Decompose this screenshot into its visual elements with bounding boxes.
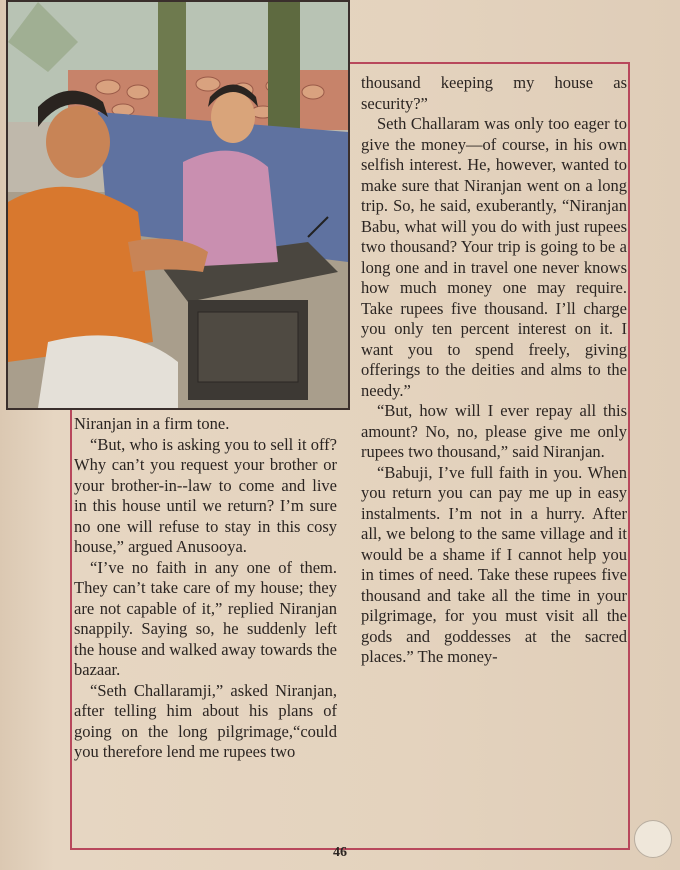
- paragraph: Seth Challaram was only too eager to give the money—of course, in his own selfish interest. He, however, wanted to make sure that Niranjan went on a long trip. So, he said, exuberantly, “Niranjan Babu, what will you do with just rupees two thousand? Your trip is going to be a long one and in travel one never knows how much money one may require. Take rupees five thousand. I’ll charge you only ten percent interest on it. I want you to spend freely, giving offerings to the deities and alms to the needy.”: [361, 114, 627, 400]
- paragraph: thousand keeping my house as security?”: [361, 73, 627, 113]
- paragraph: “But, who is asking you to sell it off? Why can’t you request your brother or your brother-in--law to come and live in this house until we return? I’m sure no one will refuse to stay in this cosy house,” argued Anusooya.: [74, 434, 337, 556]
- illustration-two-men-at-desk: [8, 2, 348, 408]
- paragraph: “I’ve no faith in any one of them. They can’t take care of my house; they are not capable of it,” replied Niranjan snappily. Saying so, he suddenly left the house and walked away towards the bazaar.: [74, 557, 337, 679]
- watermark-logo-icon: [634, 820, 672, 858]
- paragraph: Niranjan in a firm tone.: [74, 414, 230, 433]
- story-illustration: [6, 0, 350, 410]
- paragraph: “But, how will I ever repay all this amount? No, no, please give me only rupees two thousand,” said Niranjan.: [361, 401, 627, 461]
- paragraph: “Seth Challaramji,” asked Niranjan, after telling him about his plans of going on the long pilgrimage,“could you therefore lend me rupees two: [74, 680, 337, 761]
- left-text-column: [74, 414, 337, 763]
- page-number: 46: [333, 845, 347, 860]
- paragraph: “Babuji, I’ve full faith in you. When you return you can pay me up in easy instalments. I’m not in a hurry. After all, we belong to the same village and it would be a shame if I cannot help you in times of need. Take these rupees five thousand and take all the time in your pilgrimage, for you must visit all the gods and goddesses at the sacred places.” The money-: [361, 462, 627, 666]
- right-text-column: [361, 73, 627, 668]
